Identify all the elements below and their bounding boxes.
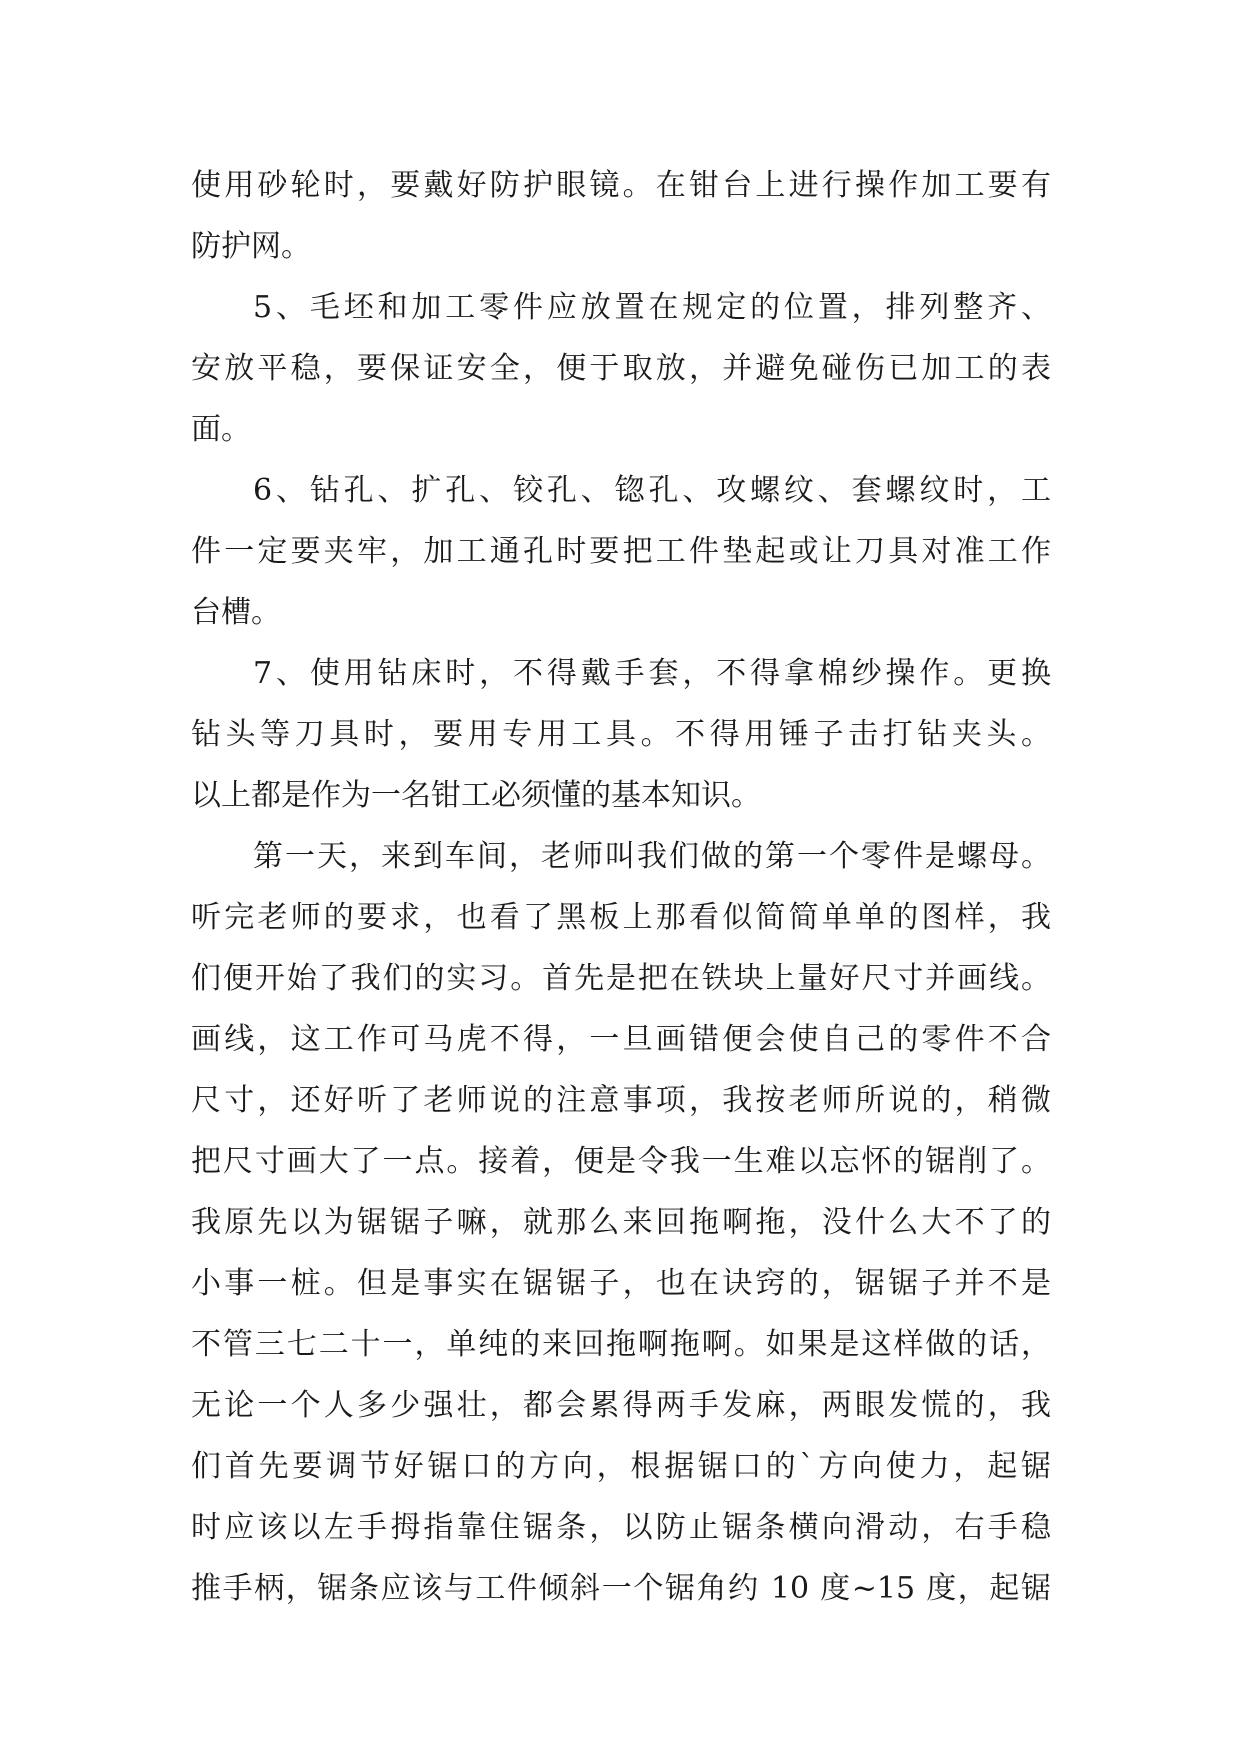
text-line: 我原先以为锯锯子嘛，就那么来回拖啊拖，没什么大不了的 (191, 1205, 1051, 1240)
text-line: 时应该以左手拇指靠住锯条，以防止锯条横向滑动，右手稳 (191, 1510, 1051, 1545)
text-line: 件一定要夹牢，加工通孔时要把工件垫起或让刀具对准工作 (191, 534, 1051, 569)
text-line: 听完老师的要求，也看了黑板上那看似简简单单的图样，我 (191, 900, 1051, 935)
paragraph-start-line: 第一天，来到车间，老师叫我们做的第一个零件是螺母。 (253, 839, 1051, 874)
text-line: 把尺寸画大了一点。接着，便是令我一生难以忘怀的锯削了。 (191, 1144, 1051, 1179)
text-line: 推手柄，锯条应该与工件倾斜一个锯角约 10 度~15 度，起锯 (191, 1571, 1051, 1606)
text-line: 画线，这工作可马虎不得，一旦画错便会使自己的零件不合 (191, 1022, 1051, 1057)
paragraph-start-line: 5、毛坯和加工零件应放置在规定的位置，排列整齐、 (253, 290, 1051, 325)
text-line: 尺寸，还好听了老师说的注意事项，我按老师所说的，稍微 (191, 1083, 1051, 1118)
text-line: 无论一个人多少强壮，都会累得两手发麻，两眼发慌的，我 (191, 1388, 1051, 1423)
text-line: 们便开始了我们的实习。首先是把在铁块上量好尺寸并画线。 (191, 961, 1051, 996)
text-line: 台槽。 (191, 595, 281, 630)
text-line: 安放平稳，要保证安全，便于取放，并避免碰伤已加工的表 (191, 351, 1051, 386)
text-line: 以上都是作为一名钳工必须懂的基本知识。 (191, 778, 761, 813)
text-line: 使用砂轮时，要戴好防护眼镜。在钳台上进行操作加工要有 (191, 168, 1051, 203)
text-line: 面。 (191, 412, 251, 447)
text-line: 钻头等刀具时，要用专用工具。不得用锤子击打钻夹头。 (191, 717, 1051, 752)
text-line: 小事一桩。但是事实在锯锯子，也在诀窍的，锯锯子并不是 (191, 1266, 1051, 1301)
paragraph-start-line: 7、使用钻床时，不得戴手套，不得拿棉纱操作。更换 (253, 656, 1051, 691)
text-line: 们首先要调节好锯口的方向，根据锯口的`方向使力，起锯 (191, 1449, 1051, 1484)
text-line: 防护网。 (191, 229, 311, 264)
text-line: 不管三七二十一，单纯的来回拖啊拖啊。如果是这样做的话， (191, 1327, 1051, 1362)
document-body (191, 155, 1051, 1619)
paragraph-start-line: 6、钻孔、扩孔、铰孔、锪孔、攻螺纹、套螺纹时，工 (253, 473, 1051, 508)
